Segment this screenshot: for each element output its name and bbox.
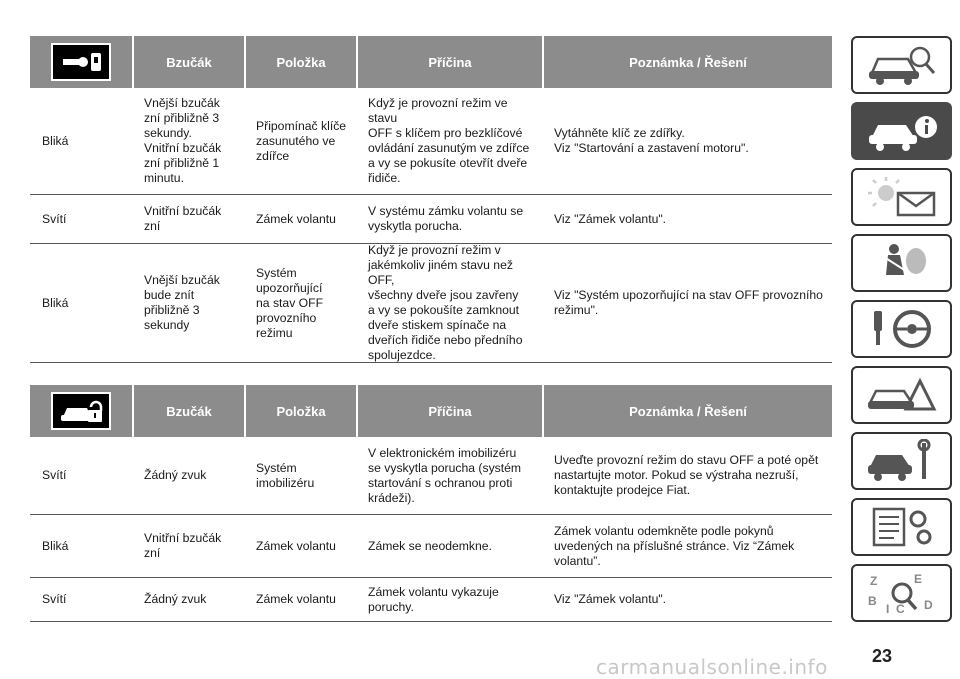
cell-cause: V systému zámku volantu se vyskytla porucha. [368, 204, 524, 233]
header-warning-icon-cell [30, 36, 132, 88]
cell-note: Zámek volantu odemkněte podle pokynů uvedených na příslušné stránce. Viz “Zámek volantu”. [554, 523, 795, 568]
column-header-item: Položka [244, 36, 356, 88]
chapter-tab-maintenance[interactable] [851, 432, 952, 490]
chapter-tabs [851, 36, 952, 630]
cell-status: Bliká [42, 538, 69, 553]
table-row [30, 88, 832, 195]
cell-status: Bliká [42, 295, 69, 310]
cell-buzzer: Vnitřní bzučák zní [144, 531, 222, 560]
cell-note: Viz "Zámek volantu". [554, 592, 667, 606]
svg-text:Z: Z [869, 574, 877, 588]
car-padlock-icon [51, 392, 111, 430]
cell-buzzer: Vnější bzučák zní přibližně 3 sekundy. Vnitřní bzučák zní přibližně 1 minutu. [144, 96, 222, 185]
column-header-cause: Příčina [356, 385, 542, 437]
warning-light-envelope-icon [864, 175, 940, 219]
table-1-header [30, 36, 832, 88]
cell-note: Viz "Systém upozorňující na stav OFF provozního režimu". [554, 288, 823, 317]
page-number: 23 [872, 646, 893, 666]
column-header-note: Poznámka / Řešení [542, 36, 832, 88]
chapter-tab-starting-driving[interactable] [851, 300, 952, 358]
cell-buzzer: Žádný zvuk [144, 468, 207, 482]
cell-buzzer: Vnitřní bzučák zní [144, 204, 222, 233]
cell-item: Systém upozorňující na stav OFF provozního režimu [256, 265, 324, 340]
svg-text:E: E [913, 572, 922, 586]
car-info-icon [864, 109, 940, 153]
cell-note: Viz "Zámek volantu". [554, 211, 667, 226]
cell-buzzer: Vnější bzučák bude znít přibližně 3 sekundy [144, 273, 220, 332]
table-2-header [30, 385, 832, 437]
car-warning-triangle-icon [864, 373, 940, 417]
chapter-tab-warning-lights[interactable] [851, 168, 952, 226]
cell-status: Bliká [42, 133, 69, 148]
table-row [30, 195, 832, 244]
svg-text:C: C [895, 602, 905, 615]
column-header-item: Položka [244, 385, 356, 437]
chapter-tab-car-info[interactable] [851, 102, 952, 160]
cell-note: Uveďte provozní režim do stavu OFF a poté opět nastartujte motor. Pokud se výstraha nezruší, kontaktujte prodejce Fiat. [554, 453, 819, 497]
column-header-buzzer: Bzučák [132, 385, 244, 437]
chapter-tab-emergency[interactable] [851, 366, 952, 424]
svg-text:D: D [923, 598, 933, 612]
chapter-tab-index[interactable] [851, 564, 952, 622]
chapter-tab-safety[interactable] [851, 234, 952, 292]
svg-text:I: I [885, 602, 889, 615]
cell-item: Zámek volantu [256, 211, 336, 226]
cell-item: Zámek volantu [256, 592, 336, 606]
warning-table-2 [30, 385, 832, 622]
header-warning-icon-cell [30, 385, 132, 437]
table-row [30, 515, 832, 578]
cell-status: Svítí [42, 592, 67, 606]
cell-cause: Zámek volantu vykazuje poruchy. [368, 584, 499, 614]
watermark: carmanualsonline.info [596, 655, 828, 679]
key-steering-wheel-icon [864, 307, 940, 351]
alphabet-index-icon [864, 571, 940, 615]
list-gears-icon [864, 505, 940, 549]
table-row [30, 578, 832, 622]
car-wrench-icon [864, 439, 940, 483]
cell-cause: Když je provozní režim v jakémkoliv jiném stavu než OFF, všechny dveře jsou zavřeny a vy se pokoušíte zamknout dveře stiskem spínače na dveřích řidiče nebo předního spolujezdce. [368, 243, 523, 362]
chapter-tab-car-search[interactable] [851, 36, 952, 94]
table-row [30, 244, 832, 363]
cell-cause: Když je provozní režim ve stavu OFF s klíčem pro bezklíčové ovládání zasunutým ve zdířce a vy se pokusíte otevřít dveře řidiče. [368, 96, 530, 185]
column-header-buzzer: Bzučák [132, 36, 244, 88]
cell-buzzer: Žádný zvuk [144, 592, 207, 606]
cell-item: Připomínač klíče zasunutého ve zdířce [256, 118, 347, 163]
table-row [30, 437, 832, 515]
cell-item: Zámek volantu [256, 538, 336, 553]
column-header-note: Poznámka / Řešení [542, 385, 832, 437]
car-search-icon [864, 43, 940, 87]
cell-status: Svítí [42, 468, 67, 482]
cell-note: Vytáhněte klíč ze zdířky. Viz "Startování a zastavení motoru". [554, 126, 749, 155]
warning-table-1 [30, 36, 832, 363]
key-in-ignition-icon [51, 43, 111, 81]
cell-cause: V elektronickém imobilizéru se vyskytla porucha (systém startování s ochranou proti krádeži). [368, 445, 522, 505]
svg-text:B: B [867, 594, 877, 608]
cell-cause: Zámek se neodemkne. [368, 538, 492, 553]
cell-item: Systém imobilizéru [256, 460, 315, 490]
chapter-tab-technical-data[interactable] [851, 498, 952, 556]
cell-status: Svítí [42, 211, 67, 226]
column-header-cause: Příčina [356, 36, 542, 88]
passenger-airbag-icon [864, 241, 940, 285]
